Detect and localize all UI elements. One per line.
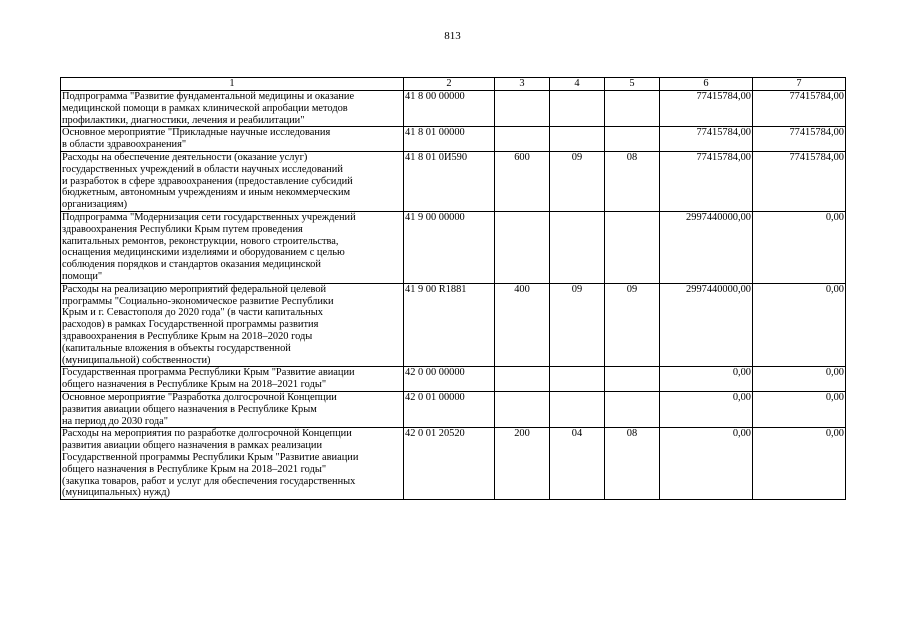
header-col-1: 1 xyxy=(61,78,404,91)
row-col-4 xyxy=(550,367,605,392)
header-col-5: 5 xyxy=(605,78,660,91)
header-col-2: 2 xyxy=(404,78,495,91)
row-amount-7: 0,00 xyxy=(753,367,846,392)
row-code: 41 8 00 00000 xyxy=(404,91,495,127)
row-code: 41 8 01 0И590 xyxy=(404,151,495,211)
row-amount-7: 77415784,00 xyxy=(753,151,846,211)
row-col-5: 08 xyxy=(605,151,660,211)
row-amount-7: 0,00 xyxy=(753,283,846,367)
row-description: Основное мероприятие "Разработка долгосрочной Концепции развития авиации общего назначения в Республике Крым на период до 2030 года" xyxy=(61,391,404,427)
row-description: Основное мероприятие "Прикладные научные исследования в области здравоохранения" xyxy=(61,127,404,152)
header-col-7: 7 xyxy=(753,78,846,91)
table-row xyxy=(61,127,846,152)
row-col-5 xyxy=(605,367,660,392)
row-amount-6: 77415784,00 xyxy=(660,151,753,211)
table-row xyxy=(61,283,846,367)
row-col-4 xyxy=(550,91,605,127)
row-description: Государственная программа Республики Крым "Развитие авиации общего назначения в Республике Крым на 2018–2021 годы" xyxy=(61,367,404,392)
row-amount-7: 77415784,00 xyxy=(753,91,846,127)
row-description: Подпрограмма "Развитие фундаментальной медицины и оказание медицинской помощи в рамках клинической апробации методов профилактики, диагностики, лечения и реабилитации" xyxy=(61,91,404,127)
row-description: Подпрограмма "Модернизация сети государственных учреждений здравоохранения Республики Крым путем проведения капитальных ремонтов, реконструкции, нового строительства, оснащения медицинскими изделиями и оборудованием с целью соблюдения порядков и стандартов оказания медицинской помощи" xyxy=(61,211,404,283)
row-amount-6: 0,00 xyxy=(660,391,753,427)
row-col-3: 400 xyxy=(495,283,550,367)
row-amount-6: 77415784,00 xyxy=(660,127,753,152)
row-amount-6: 77415784,00 xyxy=(660,91,753,127)
row-col-4: 09 xyxy=(550,283,605,367)
table-row xyxy=(61,428,846,500)
row-amount-6: 2997440000,00 xyxy=(660,283,753,367)
row-col-4: 04 xyxy=(550,428,605,500)
row-amount-7: 0,00 xyxy=(753,391,846,427)
row-col-4: 09 xyxy=(550,151,605,211)
row-description: Расходы на обеспечение деятельности (оказание услуг) государственных учреждений в области научных исследований и разработок в сфере здравоохранения (предоставление субсидий бюджетным, автономным учреждениям и иным некоммерческим организациям) xyxy=(61,151,404,211)
row-amount-6: 2997440000,00 xyxy=(660,211,753,283)
budget-table xyxy=(60,77,846,500)
row-col-4 xyxy=(550,211,605,283)
row-col-4 xyxy=(550,127,605,152)
row-col-5 xyxy=(605,127,660,152)
row-col-4 xyxy=(550,391,605,427)
row-code: 41 9 00 00000 xyxy=(404,211,495,283)
row-description: Расходы на реализацию мероприятий федеральной целевой программы "Социально-экономическое развитие Республики Крым и г. Севастополя до 2020 года" (в части капитальных расходов) в рамках Государственной программы развития здравоохранения в Республике Крым на 2018–2020 годы (капитальные вложения в объекты государственной (муниципальной) собственности) xyxy=(61,283,404,367)
table-row xyxy=(61,391,846,427)
table-row xyxy=(61,151,846,211)
header-col-6: 6 xyxy=(660,78,753,91)
row-col-3 xyxy=(495,391,550,427)
row-col-3: 200 xyxy=(495,428,550,500)
row-col-3 xyxy=(495,127,550,152)
row-description: Расходы на мероприятия по разработке долгосрочной Концепции развития авиации общего назначения в рамках реализации Государственной программы Республики Крым "Развитие авиации общего назначения в Республике Крым на 2018–2021 годы" (закупка товаров, работ и услуг для обеспечения государственных (муниципальных) нужд) xyxy=(61,428,404,500)
header-col-4: 4 xyxy=(550,78,605,91)
row-col-5 xyxy=(605,91,660,127)
row-col-3: 600 xyxy=(495,151,550,211)
row-code: 42 0 01 00000 xyxy=(404,391,495,427)
table-row xyxy=(61,211,846,283)
row-amount-6: 0,00 xyxy=(660,428,753,500)
row-amount-7: 0,00 xyxy=(753,211,846,283)
table-row xyxy=(61,367,846,392)
row-code: 41 8 01 00000 xyxy=(404,127,495,152)
row-code: 41 9 00 R1881 xyxy=(404,283,495,367)
row-code: 42 0 01 20520 xyxy=(404,428,495,500)
row-col-3 xyxy=(495,211,550,283)
row-col-5 xyxy=(605,211,660,283)
row-col-5 xyxy=(605,391,660,427)
row-amount-7: 0,00 xyxy=(753,428,846,500)
page-number: 813 xyxy=(444,30,461,42)
header-col-3: 3 xyxy=(495,78,550,91)
row-col-5: 08 xyxy=(605,428,660,500)
row-col-3 xyxy=(495,91,550,127)
row-amount-7: 77415784,00 xyxy=(753,127,846,152)
row-col-5: 09 xyxy=(605,283,660,367)
header-row xyxy=(61,78,846,91)
row-col-3 xyxy=(495,367,550,392)
table-row xyxy=(61,91,846,127)
row-amount-6: 0,00 xyxy=(660,367,753,392)
row-code: 42 0 00 00000 xyxy=(404,367,495,392)
